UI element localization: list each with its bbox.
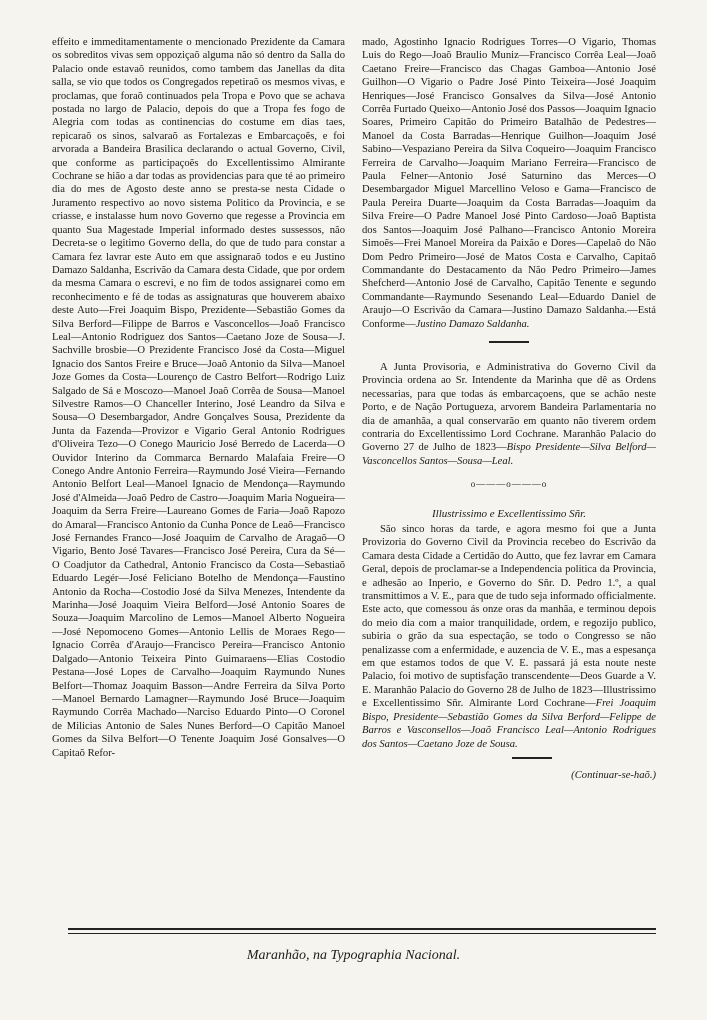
section-divider bbox=[489, 341, 529, 343]
letter-text: São sinco horas da tarde, e agora mesmo foi que a Junta Provizoria do Governo Civil da Provincia recebeo do Escrivão da Camara desta Cidade a Certidão do Autto, que fez lavrar em Camara Geral, depois de proclamar-se a Independencia politica da Provincia, e adhesão ao Inperio, e Governo do Sñr. D. Pedro 1.º, a qual transmittimos a V. E., para que de tudo seja informado officialmente. Este acto, que comessou ás onze oras da manhãa, e terminou depois do meio dia com a maior tranquilidade, ordem, e regozijo publico, subiria o grão da sua espectação, se todo o Congresso se não penalizasse com a enfermidade, e auzencia de V. E., mas a espesança em que estamos todos de que V. E. passará já esta noute neste Palacio, foi motivo de suptisfação transcendente—Deos Guarde a V. E. Maranhão Palacio do Governo 28 de Julho de 1823—Illustrissimo e Excellentissimo Sñr. Almirante Lord Cochrane— bbox=[362, 524, 656, 710]
ornament-separator: o———o———o bbox=[470, 479, 548, 490]
signature-saldanha: Justino Damazo Saldanha. bbox=[415, 318, 530, 330]
letter-end-divider bbox=[512, 757, 552, 759]
letter-paragraph bbox=[362, 523, 656, 751]
footer-rule bbox=[68, 928, 656, 934]
printer-imprint: Maranhão, na Typographia Nacional. bbox=[246, 948, 461, 963]
left-column bbox=[52, 36, 345, 760]
signatories-continued: mado, Agostinho Ignacio Rodrigues Torres—O Vigario, Thomas Luis do Rego—Joaõ Braulio Muniz—Francisco Corrêa Leal—Joaõ Caetano Freire—Francisco das Chagas Gamboa—Antonio José Guilhon—O Vigario o Padre José Pinto Teixeira—José Joaquim Henriques—José Francisco Gonsalves da Silva—José Antonio Corrêa Furtado Queixo—Antonio José dos Passos—Joaquim Ignacio Soares, Primeiro Capitão do Primeiro Batalhão de Pedestres—Manoel da Costa Barradas—Henrique Guilhon—Joaquim José Sabino—Vespaziano Pereira da Silva Coqueiro—Joaquim Francisco Ferreira de Carvalho—Joaquim Mariano Ferreira—Francisco de Paula Felner—Antonio José Saturnino das Merces—O Desembargador Miguel Marcellino Veloso e Gama—Francisco de Paula Pereira Duarte—Joaquim da Costa Barradas—Joaquim da Silva Freire—O Padre Manoel José Pinto Cardoso—Joaõ Baptista dos Santos—Joaquim José Palhano—Francisco Antonio Moreira Simoẽs—Frei Manoel Moreira da Paixão e Dores—Capelaõ do Não Dom Pedro Primeiro—José de Matos Costa e Carvalho, Capitaõ Commandante do Destacamento da Não Pedro Primeiro—James Shefcherd—Antonio José de Carvalho, Capitão Tenente e segundo Commandante—Raymundo Sesenando Leal—Eduardo Daniel de Araujo—O Escrivão da Camara—Justino Damazo Saldanha.—Está Conforme— bbox=[362, 37, 656, 330]
right-column bbox=[362, 36, 656, 782]
letter-heading: Illustrissimo e Excellentissimo Sñr. bbox=[432, 507, 586, 520]
proclamation-paragraph bbox=[362, 361, 656, 468]
letter-signatures: Frei Joaquim Bispo, Presidente—Sebastião Gomes da Silva Berford—Felippe de Barros e Vasconsellos—Joaõ Francisco Leal—Antonio Rodrigues dos Santos—Caetano Joze de Sousa. bbox=[362, 698, 656, 750]
left-column-text: effeito e immeditamentamente o mencionado Prezidente da Camara os sobreditos vivas sem oppoziçaõ alguma não só dentro da Salla do Palacio onde estavaõ reunidos, como tambem das Janellas da dita salla, se vio que todos os Congregados repetiraõ os mesmos vivas, e proclamas, que foraõ continuados pela Tropa e Povo que se achava postada no largo de Palacio, depois do que a Tropa fes fogo de Alegria com todas as continencias do costume em dias taes, repicaraõ os sinos, salvaraõ as Fortalezas e Embarcaçoẽs, e foi arvorada a Bandeira Brasilica declarando o actual Governo, Civil, que conforme as participaçoẽs do Excellentissimo Almirante Cochrane se hião a dar todas as providencias para que té ao primeiro dia do mes de Agosto deste anno se presta-se nesta Cidade o Juramento respectivo ao novo sistema Politico da Provincia, e se criasse, e instalasse hum novo Governo que regesse a Provincia em quanto Sua Magestade Imperial informado destes sussessos, não Decreta-se o legitimo Governo della, do que de tudo para constar a Camara fez lavrar este Auto em que assignaraõ todos e eu Justino Damazo Saldanha, Escrivão da Camara desta Cidade, que por ordem da mesma Camara o escrevi, e no fim de todos assignarei como em reconhecimento e fé de todas as assignaturas que houverem abaixo deste Auto—Frei Joaquim Bispo, Prezidente—Sebastião Gomes da Silva Berford—Filippe de Barros e Vasconcellos—Joaõ Francisco Leal—Antonio Rodriguez dos Santos—Caetano Joze de Sousa—J. Sachville brosbie—O Prezidente Francisco José da Costa—Miguel Ignacio dos Santos Freire e Bruce—Joaõ Antonio da Silva—Manoel Joze Gomes da Costa—Lourenço de Castro Belfort—Rodrigo Luiz Salgado de Sá e Moscozo—Manoel Joaõ Corrêa de Sousa—Manoel Silvestre Ramos—O Chanceller Interino, José Leandro da Silva e Sousa—O Desembargador, Andre Gonçalves Sousa, Prezidente da Junta da Fazenda—Provizor e Vigario Geral Antonio Rodrigues d'Oliveira Tezo—O Conego Mauricio José Berredo de Lacerda—O Ouvidor Interino da Commarca Bernardo Malafaia Freire—O Conego Andre Antonio Ferreira—Raymundo José Vieira—Fernando Antonio Belfort Leal—Manoel Ignacio de Mendonça—Raymundo José d'Almeida—Joaõ Pedro de Castro—Joaquim Maria Nogueira—Joaquim da Serra Freire—Laureano Gomes de Faria—Joaõ Rapozo do Amaral—Francisco Antonio da Cunha Ponce de Leaõ—Francisco José Fernandes Franco—José Joaquim de Carvalho de Aragaõ—O Vigario, Bento José Tavares—Francisco José Pereira, Cura da Sé—O Coadjutor da Cathedral, Antonio Francisco da Costa—Sebastiaõ Eduardo Legér—José Feliciano Botelho de Mendonça—Faustino Antonio da Rocha—Costodio José da Silva Menezes, Intendente da Marinha—José Joaquim Vieira Belford—José Antonio Soares de Souza—Joaquim Marcolino de Lemos—Manoel Alberto Nogueira—José Nepomoceno Gomes—Antonio Lellis de Moraes Rego—Ignacio Corrêa d'Araujo—Francisco Pereira—Francisco Antonio Dalgado—Antonio Teixeira Pinto Guimaraens—Elias Costodio Pestana—José Lopes de Carvalho—Joaquim Raymundo Nunes Belfort—Thomaz Joaquim Basson—Andre Ferreira da Silva Porto—Manoel Bernardo Lamagner—Raymundo José Bruce—Joaquim Raymundo Corrêa Machado—Narciso Eduardo Pinto—O Coronel de Milicias Antonio de Sales Nunes Berford—O Capitão Manoel Gomes da Silva Belfort—O Tenente Joaquim José Gonsalves—O Capitaõ Refor- bbox=[52, 37, 345, 759]
proclamation-text: A Junta Provisoria, e Administrativa do Governo Civil da Provincia ordena ao Sr. Intendente da Marinha que dê as Ordens necessarias, para que todas ás embarcaçoens, que se achão neste Porto, e de Nação Portugueza, arvorem Bandeira Parlamentaria no dia de amanhãa, a qual conservarão em quanto não tiverem ordem contraria do Excellentissimo Lord Cochrane. Maranhão Palacio do Governo 27 de Julho de 1823— bbox=[362, 361, 656, 454]
proclamation-signatures: Bispo Presidente—Silva Belford—Vasconcellos Santos—Sousa—Leal. bbox=[362, 442, 657, 467]
continued-note: (Continuar-se-haõ.) bbox=[571, 769, 656, 781]
right-column-intro bbox=[362, 36, 656, 331]
